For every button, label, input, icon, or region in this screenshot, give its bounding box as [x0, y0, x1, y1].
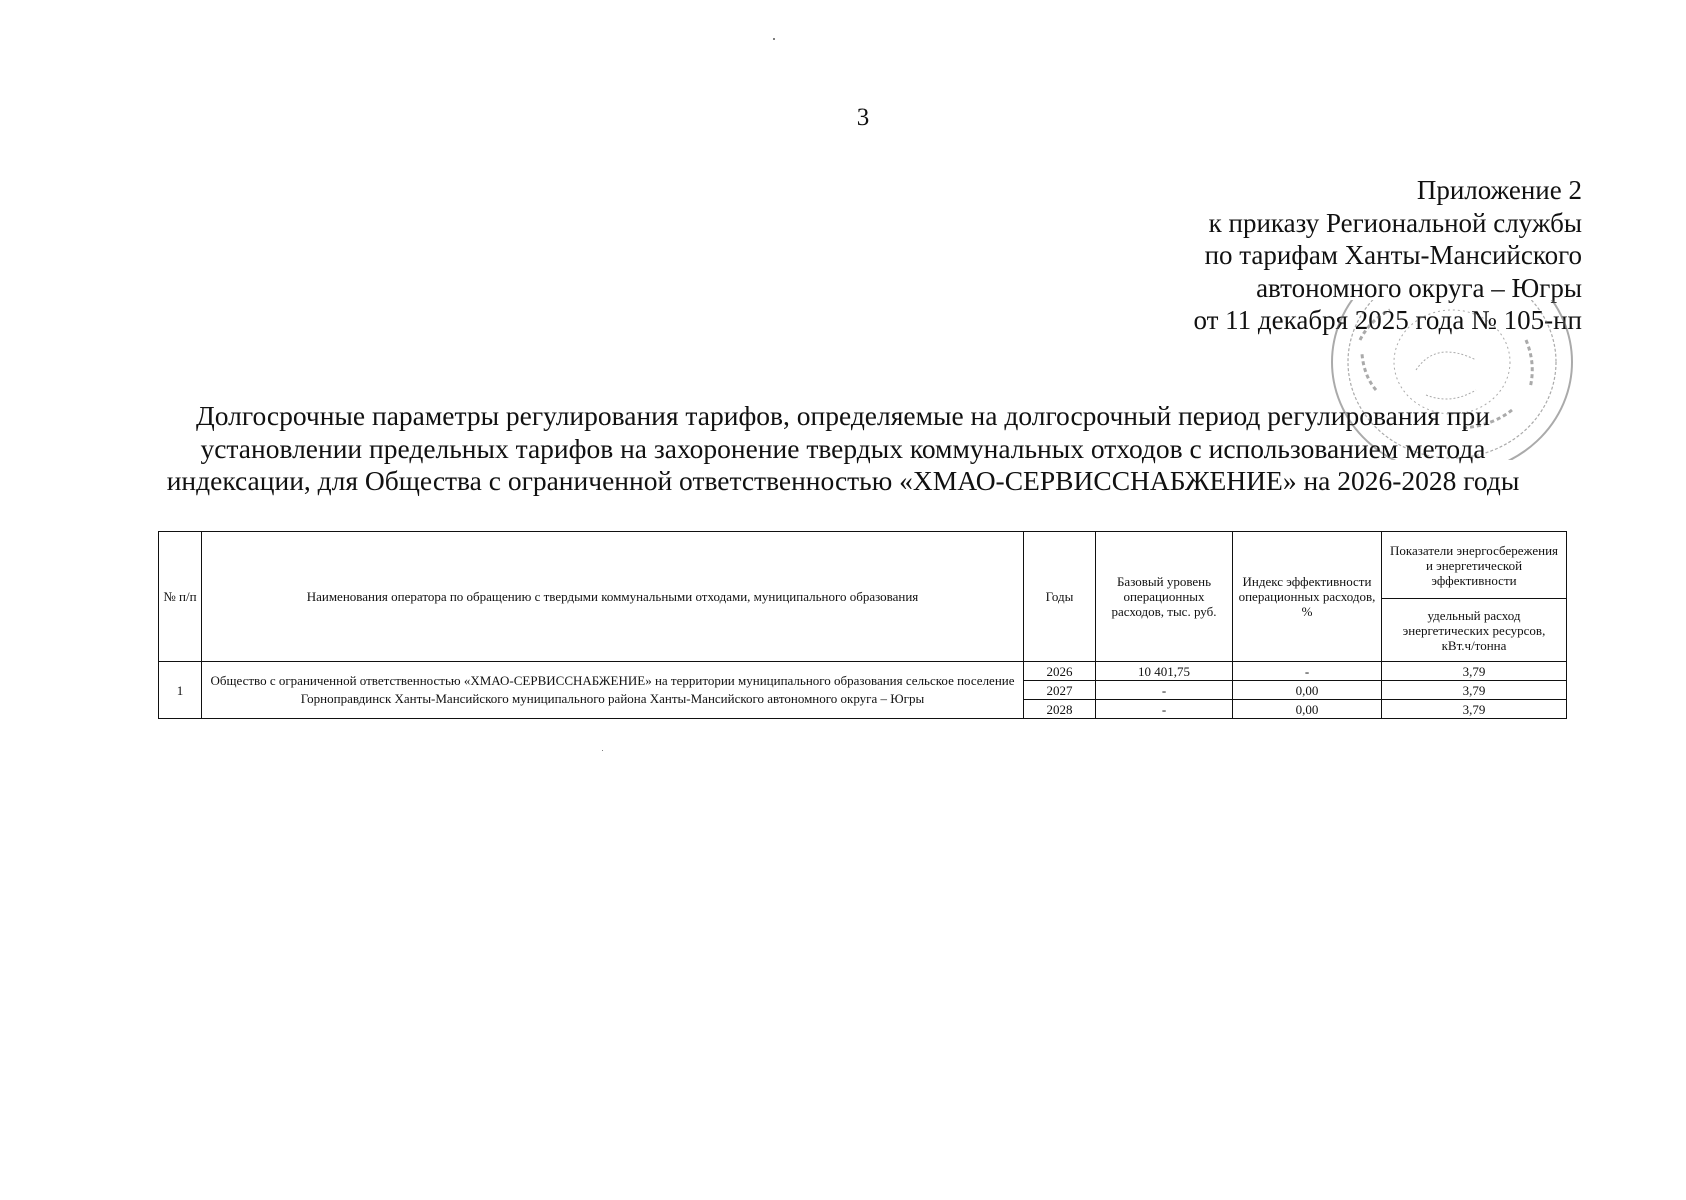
- appendix-line: Приложение 2: [1416, 175, 1582, 205]
- header-years: Годы: [1024, 532, 1096, 662]
- header-name: Наименования оператора по обращению с твердыми коммунальными отходами, муниципального образования: [202, 532, 1024, 662]
- efficiency-index-cell: 0,00: [1233, 700, 1382, 719]
- base-level-cell: 10 401,75: [1096, 662, 1233, 681]
- row-number: 1: [159, 662, 202, 719]
- header-energy-group: Показатели энергосбережения и энергетической эффективности: [1382, 532, 1567, 599]
- efficiency-index-cell: 0,00: [1233, 681, 1382, 700]
- energy-specific-cell: 3,79: [1382, 662, 1567, 681]
- year-cell: 2028: [1024, 700, 1096, 719]
- page-number: 3: [856, 104, 870, 131]
- appendix-line: от 11 декабря 2025 года № 105-нп: [1193, 305, 1582, 335]
- scan-speck: [773, 38, 775, 40]
- year-cell: 2026: [1024, 662, 1096, 681]
- table-header-row: [159, 532, 1567, 599]
- appendix-line: автономного округа – Югры: [1256, 272, 1582, 303]
- organization-name: Общество с ограниченной ответственностью «ХМАО-СЕРВИССНАБЖЕНИЕ» на территории муниципального образования сельское поселение Горноправдинск Ханты-Мансийского муниципального района Ханты-Мансийского автономного округа – Югры: [202, 662, 1024, 719]
- title-line: установлении предельных тарифов на захоронение твердых коммунальных отходов с использованием метода: [200, 432, 1486, 464]
- appendix-line: по тарифам Ханты-Мансийского: [1204, 240, 1582, 270]
- base-level-cell: -: [1096, 681, 1233, 700]
- base-level-cell: -: [1096, 700, 1233, 719]
- appendix-line: к приказу Региональной службы: [1208, 207, 1582, 238]
- header-efficiency-index: Индекс эффективности операционных расходов, %: [1233, 532, 1382, 662]
- header-energy-specific: удельный расход энергетических ресурсов, кВт.ч/тонна: [1382, 599, 1567, 662]
- table-row: [159, 662, 1567, 681]
- energy-specific-cell: 3,79: [1382, 700, 1567, 719]
- header-num: № п/п: [159, 532, 202, 662]
- efficiency-index-cell: -: [1233, 662, 1382, 681]
- year-cell: 2027: [1024, 681, 1096, 700]
- scan-speck: [602, 750, 603, 751]
- title-line: индексации, для Общества с ограниченной ответственностью «ХМАО-СЕРВИССНАБЖЕНИЕ» на 2026-2028 годы: [166, 465, 1520, 496]
- energy-specific-cell: 3,79: [1382, 681, 1567, 700]
- tariff-parameters-table: [158, 531, 1567, 719]
- header-base-level: Базовый уровень операционных расходов, тыс. руб.: [1096, 532, 1233, 662]
- title-line: Долгосрочные параметры регулирования тарифов, определяемые на долгосрочный период регулирования при: [195, 400, 1490, 431]
- document-title: [120, 400, 1566, 498]
